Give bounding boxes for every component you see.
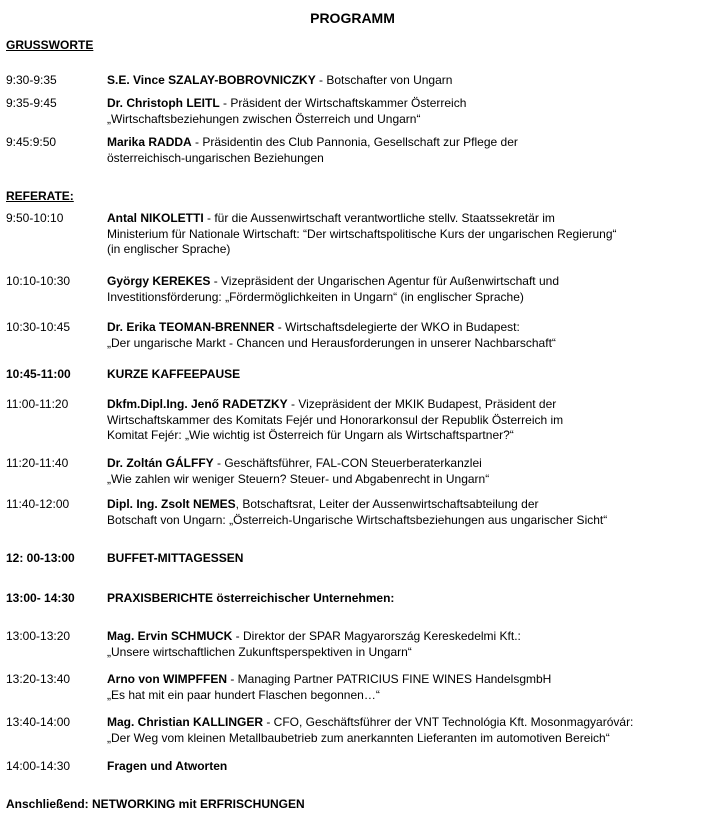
agenda-break	[6, 367, 701, 383]
item-time: 13:00-13:20	[6, 629, 71, 643]
item-text: „Unsere wirtschaftlichen Zukunftsperspektiven in Ungarn“	[107, 644, 412, 659]
agenda-item	[6, 274, 701, 305]
agenda-item	[6, 456, 701, 487]
item-name: György KEREKES	[107, 274, 211, 288]
item-text: österreichisch-ungarischen Beziehungen	[107, 150, 324, 165]
item-text: Ministerium für Nationale Wirtschaft: “Der wirtschaftspolitische Kurs der ungarischen Regierung“	[107, 226, 617, 241]
item-name: KURZE KAFFEEPAUSE	[107, 367, 241, 381]
item-name: Mag. Christian KALLINGER	[107, 715, 264, 729]
item-text: , Botschaftsrat, Leiter der Aussenwirtschaftsabteilung der	[235, 497, 539, 511]
item-time: 9:45:9:50	[6, 135, 57, 149]
agenda-item	[6, 672, 701, 703]
item-text: - Wirtschaftsdelegierte der WKO in Budapest:	[274, 320, 520, 334]
item-name: Arno von WIMPFFEN	[107, 672, 227, 686]
page-title: PROGRAMM	[310, 10, 395, 26]
item-text: - Managing Partner PATRICIUS FINE WINES HandelsgmbH	[227, 672, 552, 686]
item-name: PRAXISBERICHTE österreichischer Unternehmen:	[107, 591, 395, 605]
agenda-item	[6, 320, 701, 351]
item-time: 10:45-11:00	[6, 367, 71, 381]
item-text: „Der ungarische Markt - Chancen und Herausforderungen in unserer Nachbarschaft“	[107, 335, 556, 350]
item-text: - Präsident der Wirtschaftskammer Österreich	[219, 96, 467, 110]
item-text: - Botschafter von Ungarn	[315, 73, 453, 87]
item-time: 11:40-12:00	[6, 497, 70, 511]
agenda-item	[6, 497, 701, 528]
item-name: Dr. Erika TEOMAN-BRENNER	[107, 320, 275, 334]
item-text: Komitat Fejér: „Wie wichtig ist Österreich für Ungarn als Wirtschaftspartner?“	[107, 428, 514, 442]
item-time: 13:20-13:40	[6, 672, 71, 686]
item-text: - CFO, Geschäftsführer der VNT Technológia Kft. Mosonmagyaróvár:	[263, 715, 634, 729]
item-name: Dkfm.Dipl.Ing. Jenő RADETZKY	[107, 397, 288, 411]
item-time: 10:10-10:30	[6, 274, 71, 288]
item-time: 11:00-11:20	[6, 397, 69, 411]
item-text: Wirtschaftskammer des Komitats Fejér und Honorarkonsul der Republik Österreich im	[107, 412, 564, 427]
item-text: - Direktor der SPAR Magyarország Kereskedelmi Kft.:	[232, 629, 521, 643]
agenda-item	[6, 629, 701, 660]
item-text: Investitionsförderung: „Fördermöglichkeiten in Ungarn“ (in englischer Sprache)	[107, 289, 524, 304]
item-time: 13:40-14:00	[6, 715, 71, 729]
footer-networking: Anschließend: NETWORKING mit ERFRISCHUNGEN	[6, 797, 305, 811]
item-time: 9:30-9:35	[6, 73, 57, 87]
agenda-item	[6, 135, 701, 166]
item-name: S.E. Vince SZALAY-BOBROVNICZKY	[107, 73, 316, 87]
agenda-break	[6, 551, 701, 567]
item-text: „Wie zahlen wir weniger Steuern? Steuer- und Abgabenrecht in Ungarn“	[107, 471, 490, 486]
item-time: 14:00-14:30	[6, 759, 71, 773]
agenda-item	[6, 73, 701, 89]
item-name: Fragen und Atworten	[107, 759, 228, 773]
agenda-item	[6, 96, 701, 127]
item-name: Marika RADDA	[107, 135, 192, 149]
item-time: 13:00- 14:30	[6, 591, 75, 605]
item-text: (in englischer Sprache)	[107, 242, 231, 256]
item-text: - Geschäftsführer, FAL-CON Steuerberaterkanzlei	[213, 456, 482, 470]
item-name: Antal NIKOLETTI	[107, 211, 204, 225]
item-time: 10:30-10:45	[6, 320, 71, 334]
section-referate: REFERATE:	[6, 189, 74, 203]
item-time: 9:35-9:45	[6, 96, 57, 110]
item-time: 11:20-11:40	[6, 456, 69, 470]
item-name: Dipl. Ing. Zsolt NEMES	[107, 497, 236, 511]
agenda-item	[6, 211, 701, 258]
item-time: 9:50-10:10	[6, 211, 64, 225]
item-text: „Es hat mit ein paar hundert Flaschen begonnen…“	[107, 687, 380, 702]
item-text: - für die Aussenwirtschaft verantwortliche stellv. Staatssekretär im	[203, 211, 555, 225]
item-name: BUFFET-MITTAGESSEN	[107, 551, 244, 565]
item-name: Dr. Zoltán GÁLFFY	[107, 456, 214, 470]
item-text: Botschaft von Ungarn: „Österreich-Ungarische Wirtschaftsbeziehungen aus ungarischer Sicht“	[107, 512, 608, 527]
item-text: - Vizepräsident der MKIK Budapest, Präsident der	[287, 397, 557, 411]
item-text: - Präsidentin des Club Pannonia, Gesellschaft zur Pflege der	[191, 135, 518, 149]
agenda-item	[6, 715, 701, 746]
item-text: „Der Weg vom kleinen Metallbaubetrieb zum anerkannten Lieferanten im automotiven Bereich“	[107, 730, 610, 745]
agenda-heading	[6, 591, 701, 607]
item-time: 12: 00-13:00	[6, 551, 75, 565]
item-name: Dr. Christoph LEITL	[107, 96, 220, 110]
section-grussworte: GRUSSWORTE	[6, 38, 94, 52]
item-name: Mag. Ervin SCHMUCK	[107, 629, 233, 643]
agenda-item	[6, 397, 701, 444]
item-text: - Vizepräsident der Ungarischen Agentur für Außenwirtschaft und	[210, 274, 559, 288]
item-text: „Wirtschaftsbeziehungen zwischen Österreich und Ungarn“	[107, 111, 421, 126]
agenda-item	[6, 759, 701, 775]
